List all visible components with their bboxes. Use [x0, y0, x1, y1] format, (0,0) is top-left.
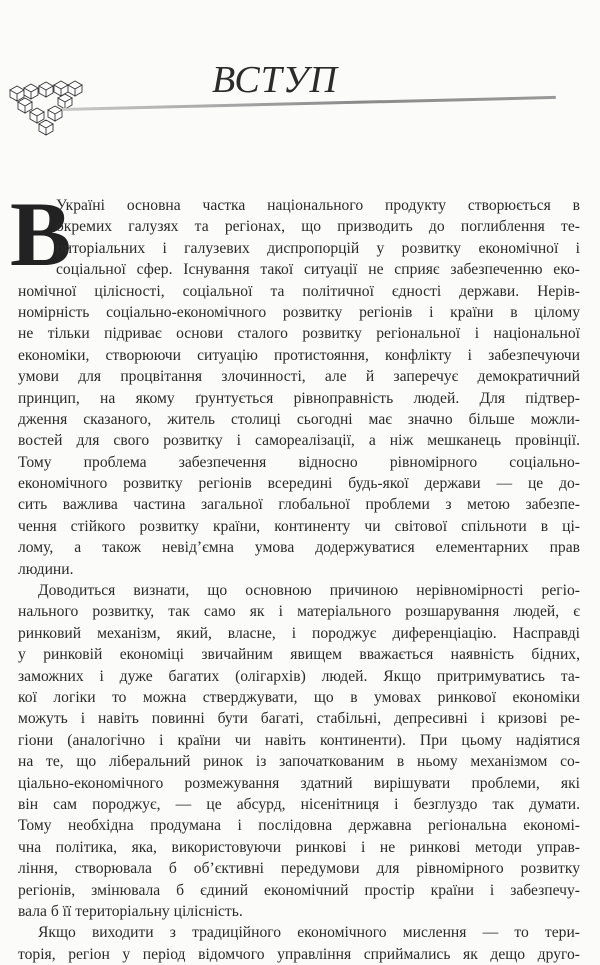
text-line: він сам породжує, — це абсурд, нісенітниця і безглуздо так думати.	[18, 795, 580, 813]
text-line: дження сказаного, житель столиці сьогодні має значно більше можли-	[18, 410, 580, 428]
text-line: чення стійкого розвитку країни, континенту чи світової спільноти в ці-	[18, 517, 580, 535]
text-line: лому, а також невід’ємна умова додержуватися елементарних прав	[18, 539, 580, 557]
text-line: Тому необхідна продумана і послідовна державна регіональна економі-	[18, 817, 580, 835]
text-line: номірність соціально-економічного розвитку регіонів і країни в цілому	[18, 303, 580, 321]
drop-cap: В	[10, 183, 72, 285]
text-line: кої логіки то можна стверджувати, що в умовах ринкової економіки	[18, 688, 580, 706]
text-line: умови для процвітання злочинності, але й заперечує демократичний	[18, 368, 580, 386]
text-line: Якщо виходити з традиційного економічного мислення — то тери-	[38, 924, 580, 942]
text-line: заможних і дуже багатих (олігархів) людей. Якщо притримуватись та-	[18, 667, 580, 685]
text-line: економічного розвитку регіонів всередині будь-якої держави — це до-	[18, 475, 580, 493]
text-line: у ринковій економіці звичайним явищем вважається наявність бідних,	[18, 646, 580, 664]
text-line: Україні основна частка національного продукту створюється в	[56, 197, 580, 214]
text-line: номічної цілісності, соціальної та політичної єдності держави. Нерів-	[18, 282, 580, 300]
text-line: Тому проблема забезпечення відносно рівномірного соціально-	[18, 453, 580, 471]
page-heading: ВСТУП	[212, 59, 338, 101]
text-line: риторіальних і галузевих диспропорцій у розвитку економічної і	[56, 239, 580, 257]
text-line: Доводиться визнати, що основною причиною нерівномірності регіо-	[38, 582, 580, 600]
text-line: вала б її територіальну цілісність.	[18, 902, 243, 920]
text-line: регіонів, змінювала б єдиний економічний простір країни і забезпечу-	[18, 881, 580, 899]
text-line: можуть і навіть повинні бути багаті, стабільні, депресивні і кризові ре-	[18, 710, 580, 728]
text-line: соціальної сфер. Існування такої ситуації не сприяє забезпеченню еко-	[56, 261, 580, 279]
text-line: ринковий механізм, який, власне, і породжує диференціацію. Насправді	[18, 624, 580, 642]
text-line: сить важлива частина загальної глобальної проблеми з метою забезпе-	[18, 496, 580, 514]
text-line: чна політика, яка, використовуючи ринкові і не ринкові методи управ-	[18, 838, 580, 856]
text-line: нального розвитку, так само як і матеріального розшарування людей, є	[18, 603, 580, 621]
text-line: гіони (аналогічно і країни чи навіть континенти). При цьому надіятися	[18, 731, 580, 749]
text-line: на те, що ліберальний ринок із започаткованим в ньому механізмом со-	[18, 753, 580, 771]
text-line: окремих галузях та регіонах, що призводить до поглиблення те-	[56, 218, 580, 236]
text-line: людини.	[18, 560, 74, 578]
text-line: востей для свого розвитку і самореалізації, а ніж мешканець провінції.	[18, 432, 580, 450]
text-line: не тільки підриває основи сталого розвитку регіональної і національної	[18, 325, 580, 343]
text-line: економіки, створюючи ситуацію протистояння, конфлікту і забезпечуючи	[18, 346, 580, 364]
text-line: принцип, на якому ґрунтується рівноправність людей. Для підтвер-	[18, 389, 580, 407]
text-line: ціально-економічного розмежування здатний вирішувати проблеми, які	[18, 774, 580, 792]
text-line: торія, регіон у період відомчого управління сприймались як дещо друго-	[18, 945, 580, 963]
text-line: ління, створювала б об’єктивні передумови для рівномірного розвитку	[18, 860, 580, 878]
body-text	[18, 195, 580, 965]
